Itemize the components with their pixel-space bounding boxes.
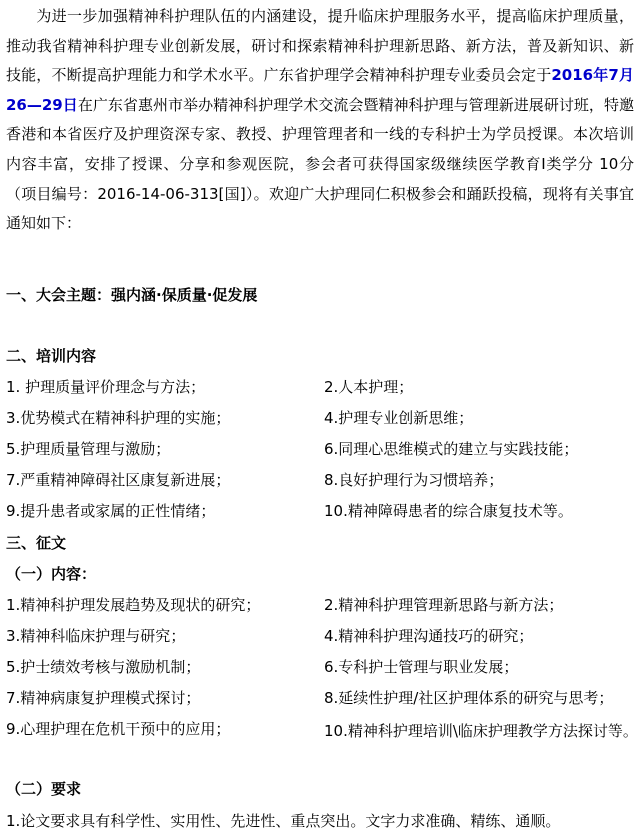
paper-topic-item: 10.精神科护理培训\临床护理教学方法探讨等。	[324, 722, 638, 740]
intro-paragraph	[6, 2, 634, 239]
training-item: 4.护理专业创新思维；	[324, 409, 474, 427]
training-item: 3.优势模式在精神科护理的实施；	[6, 409, 231, 427]
training-row	[6, 405, 640, 431]
training-item: 2.人本护理；	[324, 378, 414, 396]
paper-topic-item: 4.精神科护理沟通技巧的研究；	[324, 627, 534, 645]
paper-topic-row	[6, 623, 640, 649]
section3-sub2-heading: （二）要求	[6, 780, 82, 798]
training-item: 5.护理质量管理与激励；	[6, 440, 171, 458]
training-item: 7.严重精神障碍社区康复新进展；	[6, 471, 231, 489]
intro-text-after-date: 在广东省惠州市举办精神科护理学术交流会暨精神科护理与管理新进展研讨班，特邀香港和本省医疗及护理资深专家、教授、护理管理者和一线的专科护士为学员授课。本次培训内容丰富，安排了授课、分享和参观医院，参会者可获得国家级继续医学教育Ⅰ类学分 10分（项目编号：2016-14-06-313[国]）。欢迎广大护理同仁积极参会和踊跃投稿，现将有关事宜通知如下：	[6, 95, 635, 233]
training-item: 8.良好护理行为习惯培养；	[324, 471, 504, 489]
training-item: 1. 护理质量评价理念与方法；	[6, 378, 206, 396]
paper-topic-item: 1.精神科护理发展趋势及现状的研究；	[6, 596, 261, 614]
section3-sub1-heading: （一）内容：	[6, 565, 97, 583]
paper-topic-item: 9.心理护理在危机干预中的应用；	[6, 720, 231, 738]
paper-topic-item: 8.延续性护理/社区护理体系的研究与思考；	[324, 689, 614, 707]
section3-heading: 三、征文	[6, 534, 67, 552]
requirement-item: 1.论文要求具有科学性、实用性、先进性、重点突出。文字力求准确、精练、通顺。	[6, 812, 561, 830]
paper-topic-item: 2.精神科护理管理新思路与新方法；	[324, 596, 564, 614]
training-row	[6, 436, 640, 462]
intro-text-before-date: 为进一步加强精神科护理队伍的内涵建设，提升临床护理服务水平，提高临床护理质量，推动我省精神科护理专业创新发展，研讨和探索精神科护理新思路、新方法，普及新知识、新技能，不断提高护理能力和学术水平。广东省护理学会精神科护理专业委员会定于	[6, 7, 634, 85]
paper-topic-row	[6, 716, 640, 742]
section1-heading: 一、大会主题：强内涵·保质量·促发展	[6, 286, 258, 304]
paper-topic-item: 7.精神病康复护理模式探讨；	[6, 689, 201, 707]
paper-topic-item: 6.专科护士管理与职业发展；	[324, 658, 519, 676]
training-item: 9.提升患者或家属的正性情绪；	[6, 502, 216, 520]
paper-topic-row	[6, 592, 640, 618]
training-row	[6, 498, 640, 524]
training-row	[6, 467, 640, 493]
paper-topic-item: 3.精神科临床护理与研究；	[6, 627, 186, 645]
section2-heading: 二、培训内容	[6, 347, 97, 365]
paper-topic-item: 5.护士绩效考核与激励机制；	[6, 658, 201, 676]
paper-topic-row	[6, 685, 640, 711]
training-item: 10.精神障碍患者的综合康复技术等。	[324, 502, 573, 520]
paper-topic-row	[6, 654, 640, 680]
training-item: 6.同理心思维模式的建立与实践技能；	[324, 440, 579, 458]
training-row	[6, 374, 640, 400]
event-date: 2016年7月26—29日	[6, 66, 634, 114]
